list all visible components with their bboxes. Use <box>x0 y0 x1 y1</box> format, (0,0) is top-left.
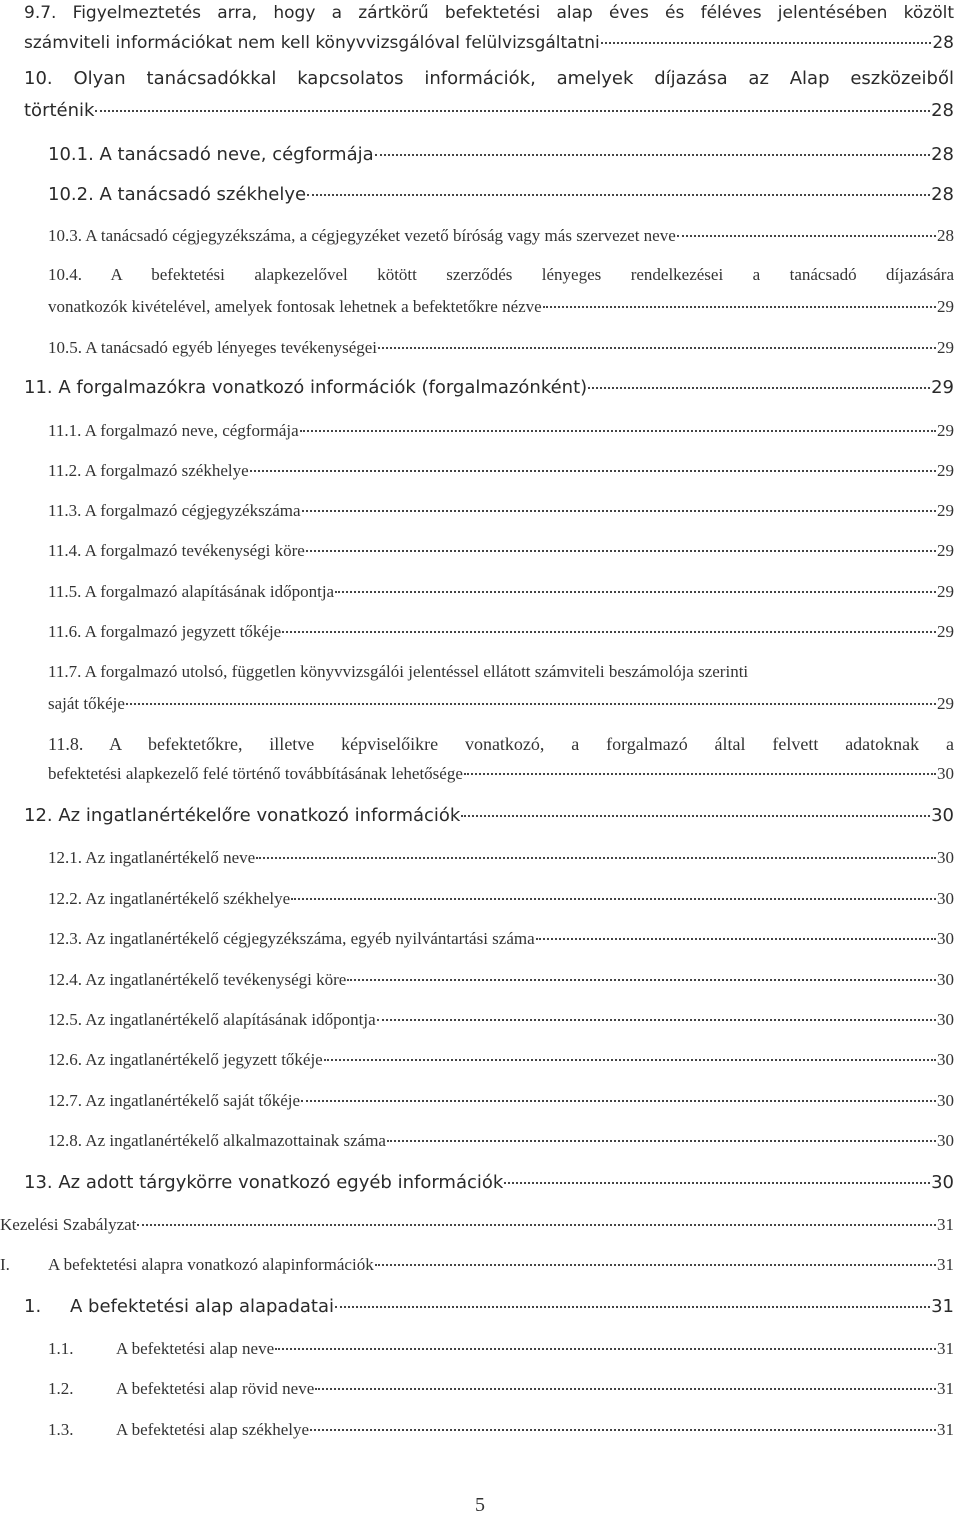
dot-leader <box>347 979 936 981</box>
toc-entry-text: A befektetési alap alapadatai <box>70 1296 335 1317</box>
toc-page-number: 31 <box>937 1215 954 1234</box>
toc-entry-text: 12. Az ingatlanértékelőre vonatkozó információk <box>24 805 461 826</box>
toc-entry[interactable] <box>48 1376 954 1402</box>
toc-entry[interactable] <box>48 418 954 444</box>
toc-entry-text: 12.1. Az ingatlanértékelő neve <box>48 848 256 867</box>
toc-entry[interactable] <box>48 845 954 871</box>
toc-entry-text: 11.4. A forgalmazó tevékenységi köre <box>48 541 305 560</box>
toc-page-number: 30 <box>937 1091 954 1110</box>
dot-leader <box>310 1429 936 1431</box>
dot-leader <box>536 938 936 940</box>
toc-entry[interactable] <box>24 375 954 401</box>
dot-leader <box>543 306 936 308</box>
toc-entry[interactable] <box>48 498 954 524</box>
dot-leader <box>126 703 936 705</box>
toc-entry[interactable] <box>48 1007 954 1033</box>
dot-leader <box>275 1348 936 1350</box>
toc-entry[interactable] <box>48 926 954 952</box>
toc-entry-text: 10. Olyan tanácsadókkal kapcsolatos információk, amelyek díjazása az Alap eszközeiből <box>24 68 954 89</box>
toc-entry-number: 1.3. <box>48 1420 74 1439</box>
toc-entry[interactable] <box>0 1212 954 1238</box>
toc-page-number: 31 <box>937 1379 954 1398</box>
toc-entry[interactable] <box>48 967 954 993</box>
page-number: 5 <box>475 1494 485 1516</box>
dot-leader <box>324 1059 936 1061</box>
toc-entry[interactable] <box>48 619 954 645</box>
toc-page-number: 30 <box>937 1050 954 1069</box>
toc-page-number: 28 <box>937 226 954 245</box>
dot-leader <box>250 470 936 472</box>
toc-page-number: 29 <box>937 461 954 480</box>
toc-page-number: 29 <box>931 377 954 398</box>
dot-leader <box>282 631 936 633</box>
toc-entry-text: 11.6. A forgalmazó jegyzett tőkéje <box>48 622 282 641</box>
dot-leader <box>461 815 930 817</box>
toc-entry-text: 11.7. A forgalmazó utolsó, független könyvvizsgálói jelentéssel ellátott számviteli beszámolója szerinti <box>48 662 749 681</box>
toc-entry-number: 1.1. <box>48 1339 74 1358</box>
toc-entry-text: A befektetési alapra vonatkozó alapinformációk <box>48 1255 374 1274</box>
toc-page-number: 30 <box>937 848 954 867</box>
toc-page-number: 31 <box>931 1296 954 1317</box>
toc-entry[interactable] <box>0 1252 954 1278</box>
dot-leader <box>335 1306 930 1308</box>
toc-entry[interactable] <box>48 886 954 912</box>
dot-leader <box>256 857 936 859</box>
toc-entry-text: 11. A forgalmazókra vonatkozó információk (forgalmazónként) <box>24 377 588 398</box>
toc-entry-text: A befektetési alap neve <box>116 1339 275 1358</box>
toc-entry-number: 1.2. <box>48 1379 74 1398</box>
toc-entry[interactable] <box>24 1294 954 1320</box>
toc-page-number: 30 <box>931 1172 954 1193</box>
toc-page-number: 31 <box>937 1420 954 1439</box>
toc-entry[interactable] <box>48 142 954 168</box>
dot-leader <box>601 42 932 44</box>
toc-page-number: 31 <box>937 1255 954 1274</box>
toc-entry[interactable] <box>24 803 954 829</box>
toc-entry-text: 13. Az adott tárgykörre vonatkozó egyéb információk <box>24 1172 504 1193</box>
toc-entry-text: 11.2. A forgalmazó székhelye <box>48 461 249 480</box>
toc-entry[interactable] <box>48 458 954 484</box>
toc-page-number: 30 <box>937 1131 954 1150</box>
toc-entry[interactable] <box>48 579 954 605</box>
toc-page-number: 30 <box>937 929 954 948</box>
toc-page-number: 29 <box>937 694 954 713</box>
toc-entry-text: befektetési alapkezelő felé történő továbbításának lehetősége <box>48 764 463 783</box>
toc-entry[interactable] <box>48 659 954 717</box>
toc-entry-text: 12.8. Az ingatlanértékelő alkalmazottainak száma <box>48 1131 386 1150</box>
dot-leader <box>677 235 936 237</box>
dot-leader <box>377 1019 936 1021</box>
toc-page-number: 31 <box>937 1339 954 1358</box>
toc-entry-text: 12.5. Az ingatlanértékelő alapításának időpontja <box>48 1010 376 1029</box>
dot-leader <box>291 898 936 900</box>
toc-entry[interactable] <box>48 1336 954 1362</box>
toc-page-number: 30 <box>937 764 954 783</box>
toc-page-number: 28 <box>931 184 954 205</box>
toc-entry[interactable] <box>48 1417 954 1443</box>
dot-leader <box>504 1182 930 1184</box>
dot-leader <box>335 591 936 593</box>
toc-page-number: 29 <box>937 297 954 316</box>
toc-entry-text: 12.6. Az ingatlanértékelő jegyzett tőkéje <box>48 1050 323 1069</box>
toc-page-number: 29 <box>937 622 954 641</box>
toc-entry-text: 9.7. Figyelmeztetés arra, hogy a zártkörű befektetési alap éves és féléves jelentésében közölt <box>24 3 954 23</box>
toc-entry[interactable] <box>48 1047 954 1073</box>
toc-entry-text: A befektetési alap székhelye <box>116 1420 310 1439</box>
toc-entry[interactable] <box>48 1128 954 1154</box>
toc-page-number: 29 <box>937 582 954 601</box>
dot-leader <box>378 347 936 349</box>
toc-page-number: 29 <box>937 501 954 520</box>
toc-page-number: 29 <box>937 541 954 560</box>
toc-entry-text: 12.4. Az ingatlanértékelő tevékenységi köre <box>48 970 347 989</box>
dot-leader <box>300 430 936 432</box>
dot-leader <box>375 1264 936 1266</box>
toc-page-number: 30 <box>937 970 954 989</box>
toc-entry[interactable] <box>24 1170 954 1196</box>
toc-entry-text: 10.1. A tanácsadó neve, cégformája <box>48 144 374 165</box>
dot-leader <box>387 1140 936 1142</box>
toc-entry-text: számviteli információkat nem kell könyvvizsgálóval felülvizsgáltatni <box>24 33 600 53</box>
toc-entry[interactable] <box>48 223 954 249</box>
dot-leader <box>315 1388 936 1390</box>
toc-page-number: 28 <box>931 144 954 165</box>
toc-page-number: 29 <box>937 421 954 440</box>
toc-entry-text: 11.3. A forgalmazó cégjegyzékszáma <box>48 501 301 520</box>
toc-entry[interactable] <box>24 0 954 56</box>
toc-entry-text: 12.2. Az ingatlanértékelő székhelye <box>48 889 291 908</box>
toc-entry-text: 10.5. A tanácsadó egyéb lényeges tevékenységei <box>48 338 378 357</box>
toc-entry-number: 1. <box>24 1296 42 1317</box>
dot-leader <box>302 510 936 512</box>
toc-page-number: 30 <box>937 1010 954 1029</box>
toc-entry[interactable] <box>48 262 954 320</box>
dot-leader <box>588 387 930 389</box>
dot-leader <box>95 110 930 112</box>
toc-entry-text: 11.1. A forgalmazó neve, cégformája <box>48 421 299 440</box>
toc-entry-number: I. <box>0 1255 10 1274</box>
dot-leader <box>301 1100 936 1102</box>
toc-entry-text: 11.5. A forgalmazó alapításának időpontja <box>48 582 335 601</box>
toc-entry-text: 10.2. A tanácsadó székhelye <box>48 184 307 205</box>
toc-entry-text: A befektetési alap rövid neve <box>116 1379 315 1398</box>
toc-page-number: 29 <box>937 338 954 357</box>
toc-page-number: 28 <box>931 100 954 121</box>
toc-entry[interactable] <box>48 182 954 208</box>
toc-entry-text: vonatkozók kivételével, amelyek fontosak lehetnek a befektetőkre nézve <box>48 297 542 316</box>
toc-entry[interactable] <box>48 335 954 361</box>
toc-entry[interactable] <box>24 66 954 124</box>
toc-entry-text: történik <box>24 100 95 121</box>
toc-page-number: 28 <box>932 33 954 53</box>
toc-entry-text: saját tőkéje <box>48 694 125 713</box>
dot-leader <box>137 1224 936 1226</box>
toc-entry-text: 12.7. Az ingatlanértékelő saját tőkéje <box>48 1091 301 1110</box>
toc-page-number: 30 <box>937 889 954 908</box>
toc-entry[interactable] <box>48 731 954 787</box>
toc-entry-text: 10.3. A tanácsadó cégjegyzékszáma, a cégjegyzéket vezető bíróság vagy más szervezet neve <box>48 226 676 245</box>
toc-entry[interactable] <box>48 1088 954 1114</box>
dot-leader <box>464 773 936 775</box>
dot-leader <box>307 194 930 196</box>
dot-leader <box>375 154 930 156</box>
dot-leader <box>306 550 936 552</box>
toc-page-number: 30 <box>931 805 954 826</box>
toc-entry-text: 11.8. A befektetőkre, illetve képviselőikre vonatkozó, a forgalmazó által felvett adatoknak a <box>48 734 954 754</box>
toc-entry-text: 12.3. Az ingatlanértékelő cégjegyzékszáma, egyéb nyilvántartási száma <box>48 929 535 948</box>
toc-entry-text: Kezelési Szabályzat <box>0 1215 137 1234</box>
toc-entry-text: 10.4. A befektetési alapkezelővel kötött szerződés lényeges rendelkezései a tanácsadó díjazására <box>48 265 954 284</box>
toc-entry[interactable] <box>48 538 954 564</box>
